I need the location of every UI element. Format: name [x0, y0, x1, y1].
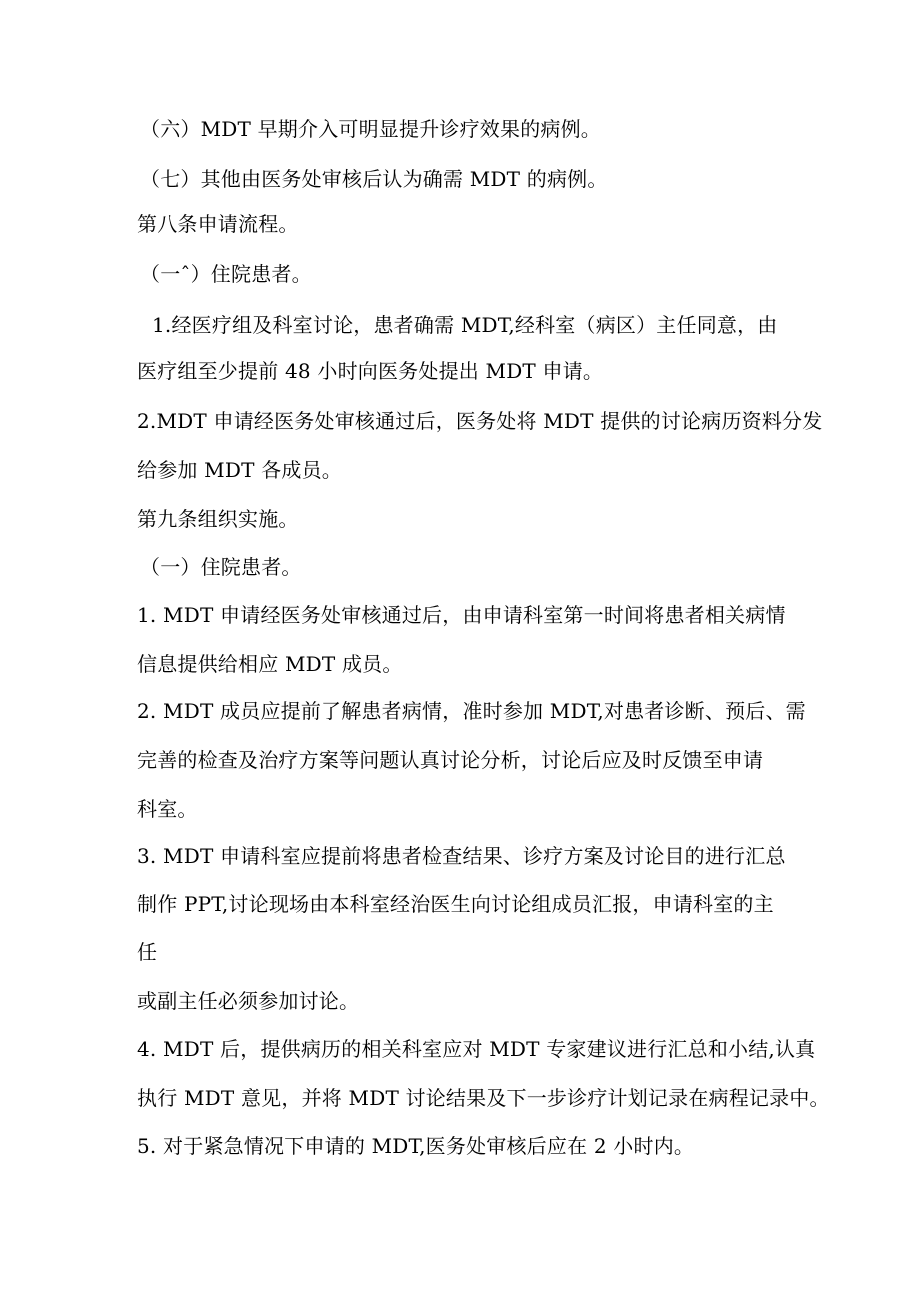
- paragraph-line-9-4a: 4. MDT 后，提供病历的相关科室应对 MDT 专家建议进行汇总和小结,认真: [137, 1037, 816, 1061]
- paragraph-line-item-7: （七）其他由医务处审核后认为确需 MDT 的病例。: [140, 167, 608, 191]
- paragraph-line-item-6: （六）MDT 早期介入可明显提升诊疗效果的病例。: [140, 117, 602, 141]
- paragraph-line-9-3a: 3. MDT 申请科室应提前将患者检查结果、诊疗方案及讨论目的进行汇总: [137, 844, 786, 868]
- paragraph-line-9-3d: 或副主任必须参加讨论。: [137, 989, 360, 1013]
- paragraph-line-9-2b: 完善的检查及治疗方案等问题认真讨论分析，讨论后应及时反馈至申请: [137, 748, 764, 772]
- paragraph-line-9-2a: 2. MDT 成员应提前了解患者病情，准时参加 MDT,对患者诊断、预后、需: [137, 699, 806, 723]
- paragraph-line-9-3c: 任: [137, 940, 158, 964]
- paragraph-line-8-1a: 1.经医疗组及科室讨论，患者确需 MDT,经科室（病区）主任同意，由: [152, 313, 778, 337]
- subsection-heading-inpatient-1: （一ˆ）住院患者。: [140, 262, 312, 286]
- paragraph-line-8-2b: 给参加 MDT 各成员。: [137, 458, 342, 482]
- section-heading-article-8: 第八条申请流程。: [137, 212, 299, 236]
- paragraph-line-9-5: 5. 对于紧急情况下申请的 MDT,医务处审核后应在 2 小时内。: [137, 1134, 695, 1158]
- paragraph-line-9-2c: 科室。: [137, 797, 198, 821]
- paragraph-line-9-3b: 制作 PPT,讨论现场由本科室经治医生向讨论组成员汇报，申请科室的主: [137, 892, 774, 916]
- paragraph-line-9-1b: 信息提供给相应 MDT 成员。: [137, 652, 403, 676]
- paragraph-line-9-1a: 1. MDT 申请经医务处审核通过后，由申请科室第一时间将患者相关病情: [137, 603, 786, 627]
- paragraph-line-8-2a: 2.MDT 申请经医务处审核通过后，医务处将 MDT 提供的讨论病历资料分发: [137, 409, 823, 433]
- subsection-heading-inpatient-2: （一）住院患者。: [140, 555, 302, 579]
- paragraph-line-9-4b: 执行 MDT 意见，并将 MDT 讨论结果及下一步诊疗计划记录在病程记录中。: [137, 1086, 830, 1110]
- paragraph-line-8-1b: 医疗组至少提前 48 小时向医务处提出 MDT 申请。: [137, 359, 604, 383]
- section-heading-article-9: 第九条组织实施。: [137, 507, 299, 531]
